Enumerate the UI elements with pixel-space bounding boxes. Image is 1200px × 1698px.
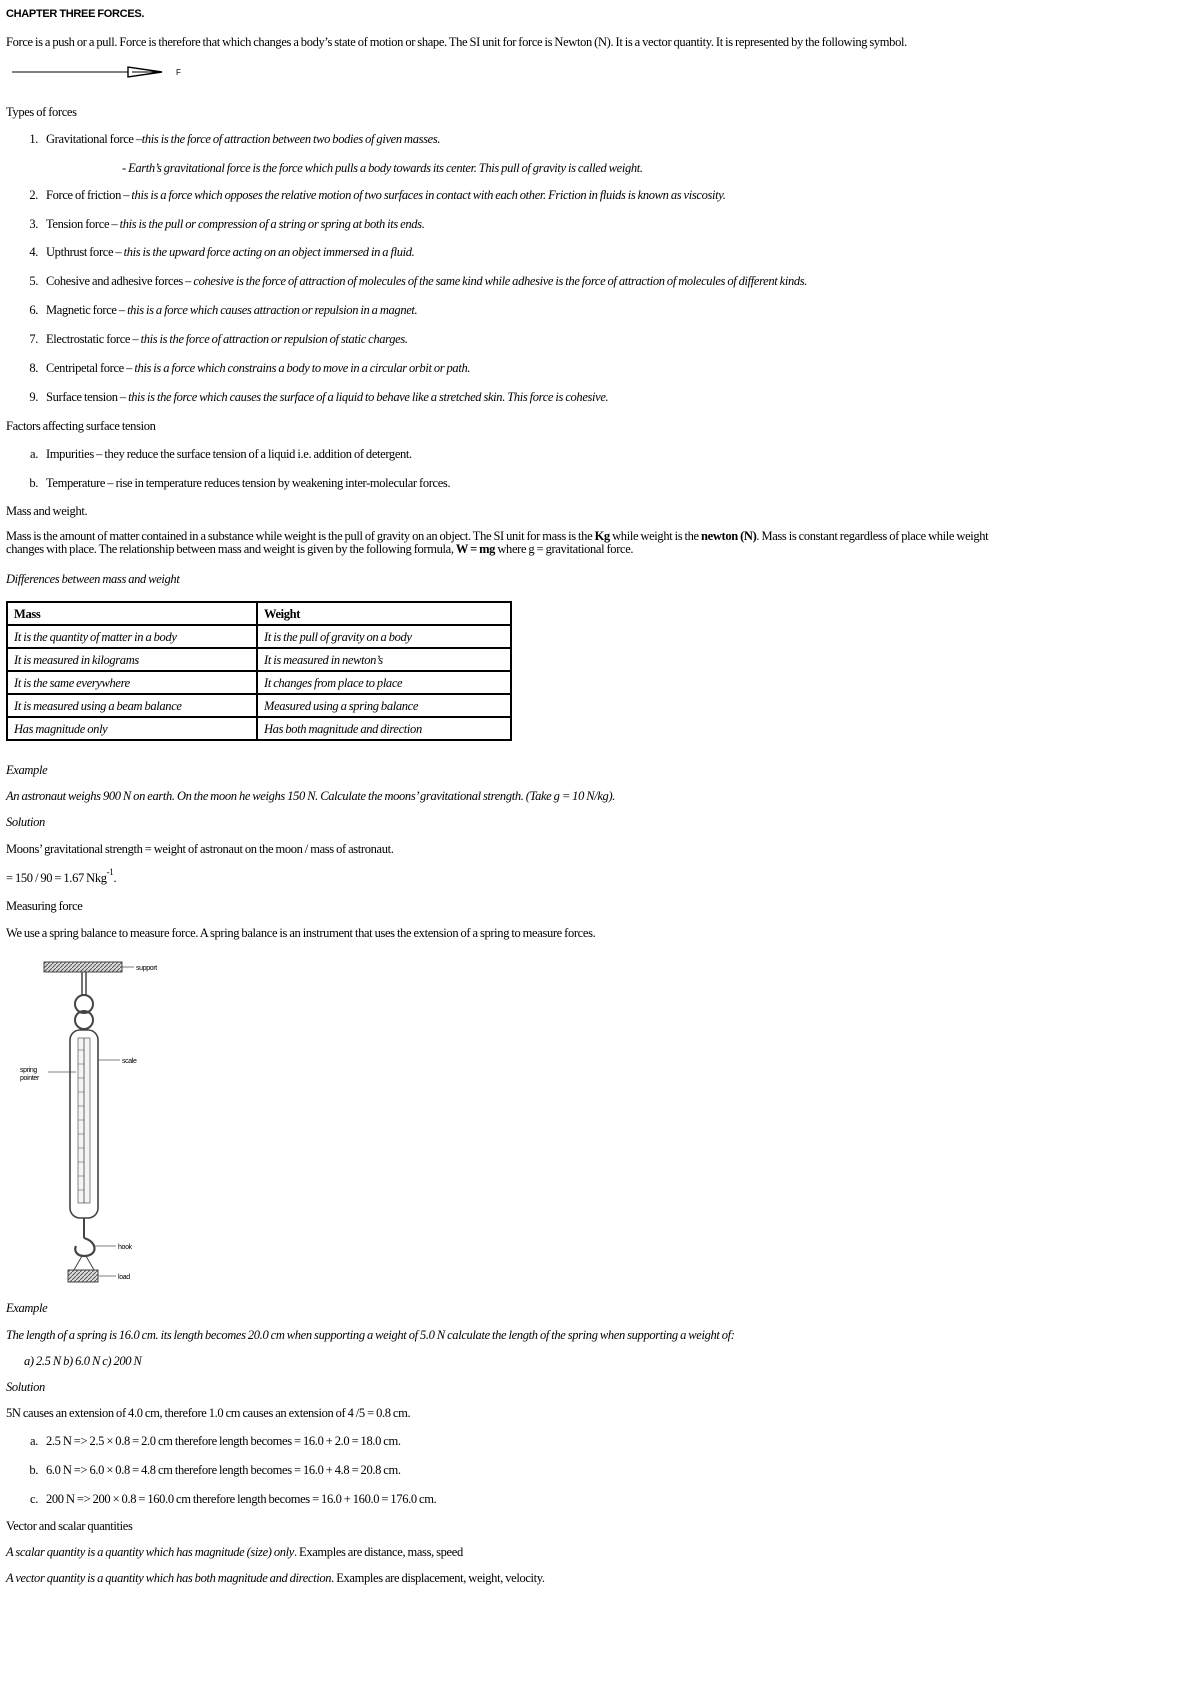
example2-step-b: b. 6.0 N => 6.0 × 0.8 = 4.8 cm therefore length becomes = 16.0 + 4.8 = 20.8 cm. [29,1463,401,1477]
example2-question: The length of a spring is 16.0 cm. its length becomes 20.0 cm when supporting a weight of 5.0 N calculate the length of the spring when supporting a weight of: [6,1328,735,1342]
example2-options: a) 2.5 N b) 6.0 N c) 200 N [24,1354,142,1368]
example1-solution-line1: Moons’ gravitational strength = weight of astronaut on the moon / mass of astronaut. [6,842,394,856]
table-cell: Has both magnitude and direction [257,717,511,740]
table-row [7,671,511,694]
table-row [7,717,511,740]
force-type-6: 6. Magnetic force – this is a force which causes attraction or repulsion in a magnet. [29,303,418,317]
table-row [7,694,511,717]
table-header-mass: Mass [7,602,257,625]
mass-weight-paragraph-line2: changes with place. The relationship between mass and weight is given by the following formula, W = mg where g = gravitational force. [6,542,634,556]
table-row [7,625,511,648]
force-arrow-symbol [12,64,182,80]
surface-factor-a: a. Impurities – they reduce the surface tension of a liquid i.e. addition of detergent. [30,447,412,461]
example1-heading: Example [6,763,48,777]
load-block [68,1270,98,1282]
example1-solution-heading: Solution [6,815,45,829]
mass-weight-heading: Mass and weight. [6,504,88,518]
table-row [7,648,511,671]
label-spring: spring [20,1067,37,1074]
label-hook: hook [118,1244,132,1251]
example1-question: An astronaut weighs 900 N on earth. On the moon he weighs 150 N. Calculate the moons’ gravitational strength. (Take g = 10 N/kg). [6,789,616,803]
table-cell: It is measured in newton’s [257,648,511,671]
force-type-1: 1. Gravitational force –this is the force of attraction between two bodies of given masses. [29,132,441,146]
force-type-5: 5. Cohesive and adhesive forces – cohesive is the force of attraction of molecules of the same kind while adhesive is the force of attraction of molecules of different kinds. [29,274,808,288]
force-type-4: 4. Upthrust force – this is the upward force acting on an object immersed in a fluid. [29,245,415,259]
chapter-title: CHAPTER THREE FORCES. [6,8,145,20]
force-type-9: 9. Surface tension – this is the force which causes the surface of a liquid to behave like a stretched skin. This force is cohesive. [29,390,609,404]
table-cell: It is the same everywhere [7,671,257,694]
table-cell: Measured using a spring balance [257,694,511,717]
force-arrow-label: F [176,68,181,77]
mass-weight-paragraph-line1: Mass is the amount of matter contained in a substance while weight is the pull of gravity on an object. The SI unit for mass is the Kg while weight is the newton (N). Mass is constant regardless of place while weight [6,529,989,543]
label-load: load [118,1274,130,1281]
surface-tension-heading: Factors affecting surface tension [6,419,156,433]
force-type-2: 2. Force of friction – this is a force which opposes the relative motion of two surfaces in contact with each other. Friction in fluids is known as viscosity. [29,188,726,202]
spring-balance-diagram [12,960,172,1282]
differences-heading: Differences between mass and weight [6,572,180,586]
example1-solution-line2: = 150 / 90 = 1.67 Nkg$^{-1}$. [6,866,117,885]
measuring-force-paragraph: We use a spring balance to measure force. A spring balance is an instrument that uses the extension of a spring to measure forces. [6,926,596,940]
table-cell: It is measured in kilograms [7,648,257,671]
table-header-weight: Weight [257,602,511,625]
mass-weight-table [6,601,512,741]
scalar-definition: A scalar quantity is a quantity which has magnitude (size) only. Examples are distance, mass, speed [6,1545,463,1559]
table-cell: It changes from place to place [257,671,511,694]
label-support: support [136,965,157,972]
label-scale: scale [122,1058,137,1065]
gravity-subpoint: - Earth’s gravitational force is the force which pulls a body towards its center. This pull of gravity is called weight. [122,161,643,175]
intro-paragraph: Force is a push or a pull. Force is therefore that which changes a body’s state of motion or shape. The SI unit for force is Newton (N). It is a vector quantity. It is represented by the following symbol. [6,35,907,49]
example2-step-a: a. 2.5 N => 2.5 × 0.8 = 2.0 cm therefore length becomes = 16.0 + 2.0 = 18.0 cm. [30,1434,401,1448]
label-pointer: pointer [20,1075,39,1082]
force-type-3: 3. Tension force – this is the pull or compression of a string or spring at both its ends. [29,217,425,231]
support-bar [44,962,122,972]
table-cell: Has magnitude only [7,717,257,740]
types-heading: Types of forces [6,105,77,119]
force-type-8: 8. Centripetal force – this is a force which constrains a body to move in a circular orbit or path. [29,361,471,375]
hook [75,1238,94,1256]
table-cell: It is the pull of gravity on a body [257,625,511,648]
example2-step-c: c. 200 N => 200 × 0.8 = 160.0 cm therefore length becomes = 16.0 + 160.0 = 176.0 cm. [30,1492,437,1506]
table-cell: It is measured using a beam balance [7,694,257,717]
example2-solution-line1: 5N causes an extension of 4.0 cm, therefore 1.0 cm causes an extension of 4 /5 = 0.8 cm. [6,1406,411,1420]
force-type-7: 7. Electrostatic force – this is the force of attraction or repulsion of static charges. [29,332,408,346]
measuring-force-heading: Measuring force [6,899,83,913]
vector-scalar-heading: Vector and scalar quantities [6,1519,133,1533]
vector-definition: A vector quantity is a quantity which has both magnitude and direction. Examples are displacement, weight, velocity. [6,1571,545,1585]
table-header-row [7,602,511,625]
example2-heading: Example [6,1301,48,1315]
table-cell: It is the quantity of matter in a body [7,625,257,648]
surface-factor-b: b. Temperature – rise in temperature reduces tension by weakening inter-molecular forces. [29,476,451,490]
example2-solution-heading: Solution [6,1380,45,1394]
